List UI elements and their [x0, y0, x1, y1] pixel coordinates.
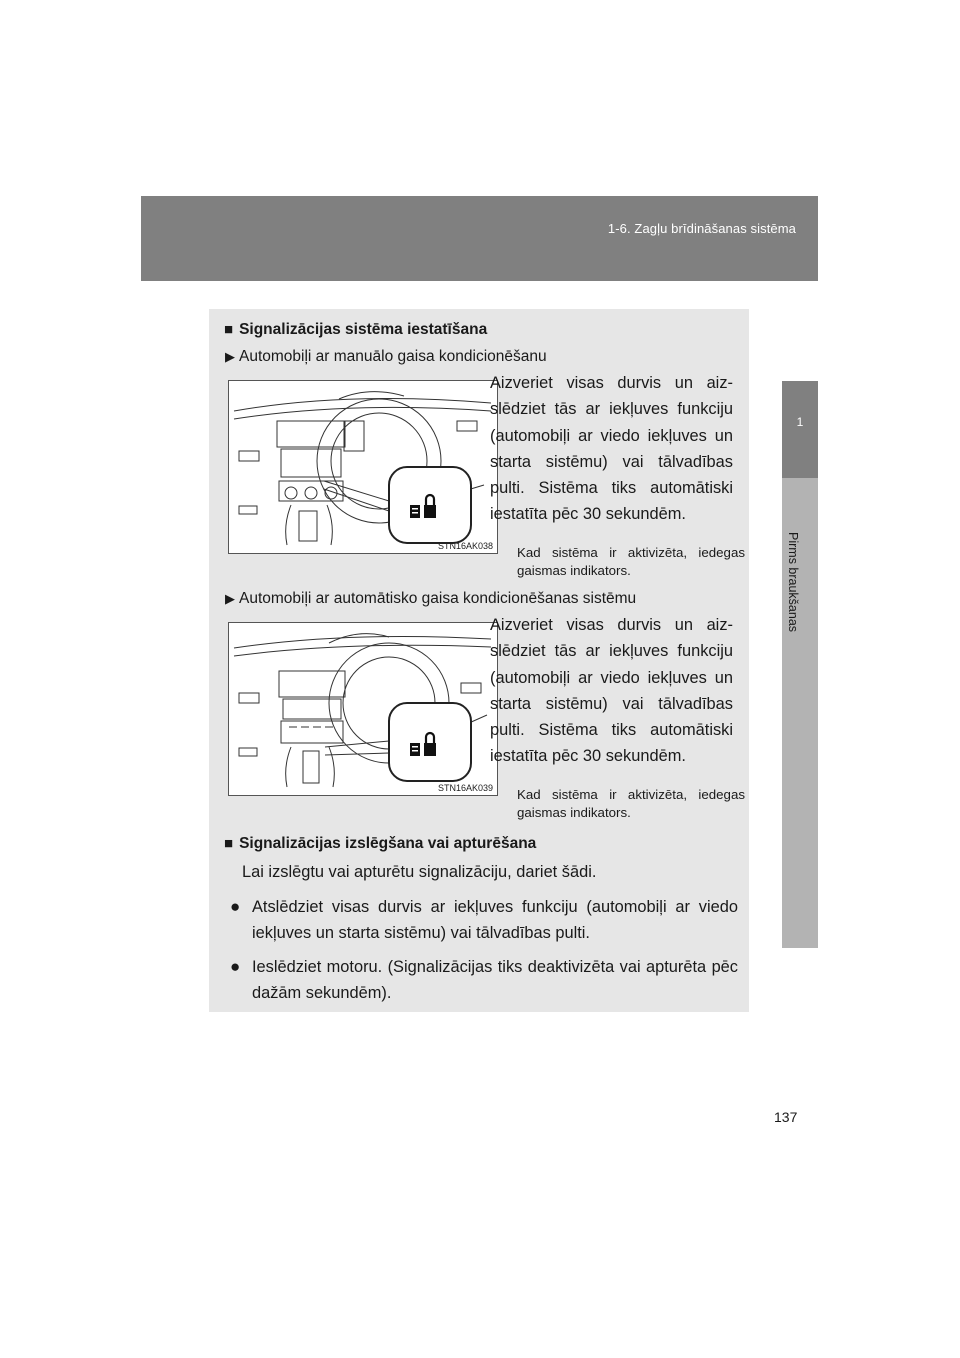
intro-text: Lai izslēgtu vai apturētu signalizāciju, dariet šādi. [242, 863, 597, 881]
bullet-item-engine: ● Ieslēdziet motoru. (Signalizācijas tiks deaktivizēta vai apturēta pēc dažām sekundēm). [252, 954, 738, 1007]
bullet-dot-icon: ● [230, 957, 241, 976]
square-bullet-icon: ■ [224, 835, 234, 852]
note-text-manual: Kad sistēma ir aktivizēta, iedegas gaismas indikators. [517, 545, 745, 578]
dashboard-illustration-manual [228, 380, 498, 554]
dashboard-illustration-auto [228, 622, 498, 796]
section-header-band [141, 196, 818, 281]
heading-disable-alarm: ■ Signalizācijas izslēgšana vai apturēšana [224, 835, 537, 852]
chapter-number: 1 [796, 415, 804, 429]
chapter-title: Pirms braukšanas [786, 532, 800, 633]
note-text-auto: Kad sistēma ir aktivizēta, iedegas gaismas indikators. [517, 787, 745, 820]
page-number: 137 [774, 1109, 798, 1125]
chapter-number-tab [782, 381, 818, 478]
bullet-dot-icon: ● [230, 897, 241, 916]
heading-set-alarm: ■ Signalizācijas sistēma iestatīšana [224, 321, 488, 338]
case-manual-ac-label: ▶ Automobiļi ar manuālo gaisa kondicionēšanu [225, 348, 547, 365]
square-bullet-icon: ■ [224, 321, 234, 338]
instruction-text-manual: Aizveriet visas durvis un aizslēdziet tās ar iekļuves funkciju (automobiļi ar viedo iekļuves un starta sistēmu) vai tālvadības pulti. Sistēma tiks automātiski iestatīta pēc 30 sekundēm. [490, 374, 733, 524]
section-title: 1-6. Zagļu brīdināšanas sistēma [607, 221, 796, 236]
figure-code: STN16AK038 [437, 541, 493, 551]
case-auto-ac-label: ▶ Automobiļi ar automātisko gaisa kondicionēšanas sistēmu [225, 590, 637, 607]
instruction-text-auto: Aizveriet visas durvis un aizslēdziet tās ar iekļuves funkciju (automobiļi ar viedo iekļuves un starta sistēmu) vai tālvadības pulti. Sistēma tiks automātiski iestatīta pēc 30 sekundēm. [490, 616, 733, 766]
bullet-item-unlock: ● Atslēdziet visas durvis ar iekļuves funkciju (automobiļi ar viedo iekļuves un starta sistēmu) vai tālvadības pulti. [252, 894, 738, 947]
triangle-right-icon: ▶ [225, 591, 235, 606]
dashboard-lock-indicator-icon [229, 381, 497, 553]
triangle-right-icon: ▶ [225, 349, 235, 364]
figure-code: STN16AK039 [437, 783, 493, 793]
content-panel [209, 309, 749, 1012]
dashboard-lock-indicator-icon [229, 623, 497, 795]
